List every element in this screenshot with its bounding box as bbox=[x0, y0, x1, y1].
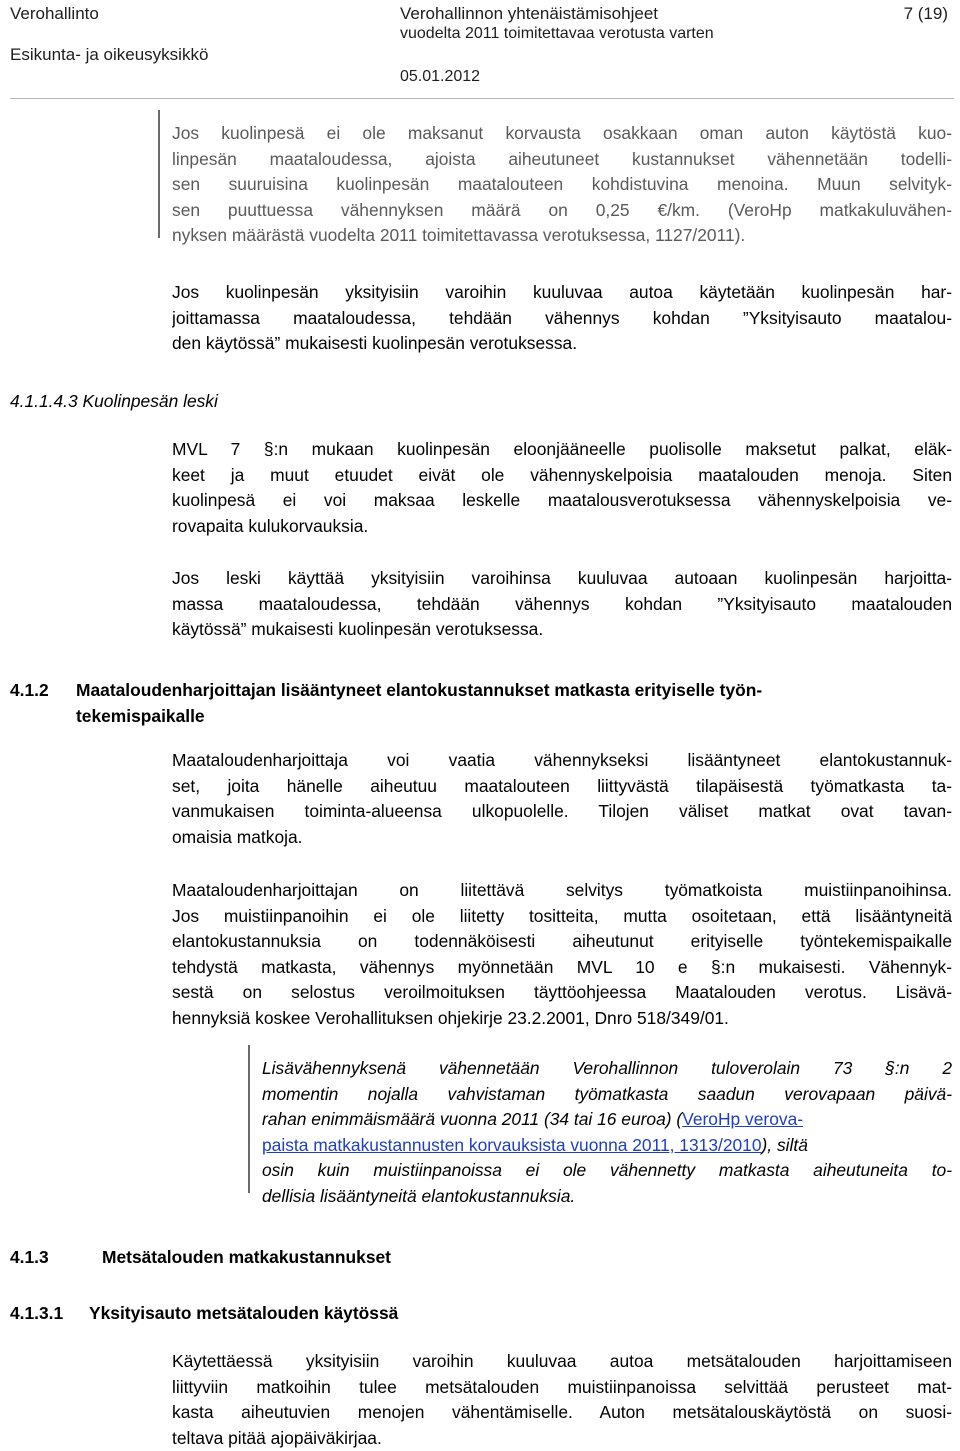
unit-name: Esikunta- ja oikeusyksikkö bbox=[10, 45, 209, 64]
page-number: 7 (19) bbox=[903, 4, 948, 23]
text-line: Lisävähennyksenä vähennetään Verohallinnon tuloverolain 73 §:n 2 bbox=[262, 1058, 952, 1078]
veroHp-link[interactable]: VeroHp verova- bbox=[682, 1109, 804, 1130]
text-line: vanmukaisen toiminta-alueensa ulkopuolelle. Tilojen väliset matkat ovat tavan- bbox=[172, 801, 952, 822]
text-line: rahan enimmäismäärä vuonna 2011 (34 tai 16 euroa) (VeroHp verova- bbox=[262, 1109, 804, 1130]
text-line: keet ja muut etuudet eivät ole vähennyskelpoisia maatalouden menoja. Siten bbox=[172, 464, 952, 485]
change-bar bbox=[158, 110, 160, 238]
paragraph-living-costs bbox=[172, 748, 952, 850]
text-line: Maataloudenharjoittajan on liitettävä selvitys työmatkoista muistiinpanoihinsa. bbox=[172, 880, 952, 900]
paragraph-estate-private-car bbox=[172, 280, 952, 357]
text-line: osin kuin muistiinpanoissa ei ole vähennetty matkasta aiheutuneita to- bbox=[262, 1160, 952, 1181]
veroHp-link[interactable]: paista matkakustannusten korvauksista vuonna 2011, 1313/2010 bbox=[262, 1134, 762, 1155]
text-line: kasta aiheutuvien menojen vähentämiselle. Auton metsätalouskäytöstä on suosi- bbox=[172, 1402, 952, 1423]
heading-text: tekemispaikalle bbox=[76, 706, 205, 726]
paragraph-widow-car bbox=[172, 566, 952, 643]
text-line: Maataloudenharjoittaja voi vaatia vähennykseksi lisääntyneet elantokustannuk- bbox=[172, 750, 952, 770]
doc-title: Verohallinnon yhtenäistämisohjeet bbox=[400, 4, 659, 23]
text-line: paista matkakustannusten korvauksista vuonna 2011, 1313/2010), siltä bbox=[262, 1134, 808, 1155]
text-line: sen puuttuessa vähennyksen määrä on 0,25 €/km. (VeroHp matkakuluvähen- bbox=[172, 199, 952, 220]
heading-number: 4.1.2 bbox=[10, 680, 49, 700]
text-line: rovapaita kulukorvauksia. bbox=[172, 515, 369, 536]
heading-number: 4.1.3.1 bbox=[10, 1303, 64, 1323]
text-line: teltava pitää ajopäiväkirjaa. bbox=[172, 1427, 382, 1448]
text-line: Jos muistiinpanoihin ei ole liitetty tositteita, mutta osoitetaan, että lisääntyneitä bbox=[172, 905, 952, 926]
text-line: nyksen määrästä vuodelta 2011 toimitettavassa verotuksessa, 1127/2011). bbox=[172, 225, 746, 246]
text-line: tehdystä matkasta, vähennys myönnetään MVL 10 e §:n mukaisesti. Vähennyk- bbox=[172, 956, 952, 977]
text-line: momentin nojalla vahvistaman työmatkasta saadun verovapaan päivä- bbox=[262, 1083, 952, 1104]
text-line: dellisia lisääntyneitä elantokustannuksia. bbox=[262, 1185, 576, 1206]
text-line: MVL 7 §:n mukaan kuolinpesän eloonjääneelle puolisolle maksetut palkat, eläk- bbox=[172, 439, 952, 459]
text-line: elantokustannuksia on todennäköisesti aiheutunut erityiselle työntekemispaikalle bbox=[172, 931, 952, 952]
org-name: Verohallinto bbox=[10, 4, 99, 23]
header-divider bbox=[10, 98, 954, 99]
text-line: sestä on selostus veroilmoituksen täyttöohjeessa Maatalouden verotus. Lisävä- bbox=[172, 982, 952, 1003]
paragraph-trip-records bbox=[172, 878, 952, 1032]
heading-number: 4.1.3 bbox=[10, 1247, 49, 1267]
text-line: Jos kuolinpesä ei ole maksanut korvausta osakkaan oman auton käytöstä kuo- bbox=[172, 123, 952, 143]
paragraph-daily-allowance bbox=[262, 1056, 952, 1210]
text-line: Jos leski käyttää yksityisiin varoihinsa kuuluvaa autoaan kuolinpesän harjoitta- bbox=[172, 568, 952, 588]
text-line: liittyviin matkoihin tulee metsätalouden muistiinpanoissa selvittää perusteet mat- bbox=[172, 1376, 952, 1397]
text-line: käytössä” mukaisesti kuolinpesän verotuksessa. bbox=[172, 619, 544, 640]
doc-subtitle: vuodelta 2011 toimitettavaa verotusta varten bbox=[400, 25, 714, 42]
text-line: omaisia matkoja. bbox=[172, 826, 303, 847]
paragraph-owner-car-cost bbox=[172, 121, 952, 249]
heading-text: Maataloudenharjoittajan lisääntyneet elantokustannukset matkasta erityiselle työn- bbox=[76, 680, 763, 700]
heading-text: Yksityisauto metsätalouden käytössä bbox=[89, 1303, 399, 1323]
text-line: Käytettäessä yksityisiin varoihin kuuluvaa autoa metsätalouden harjoittamiseen bbox=[172, 1351, 952, 1371]
doc-date: 05.01.2012 bbox=[400, 68, 481, 85]
text-line: kuolinpesä ei voi maksaa leskelle maatalousverotuksessa vähennyskelpoisia ve- bbox=[172, 490, 952, 511]
text-line: Jos kuolinpesän yksityisiin varoihin kuuluvaa autoa käytetään kuolinpesän har- bbox=[172, 282, 952, 302]
text-line: sen suuruisina kuolinpesän maatalouteen kohdistuvina menoina. Muun selvityk- bbox=[172, 174, 952, 195]
text-line: massa maataloudessa, tehdään vähennys kohdan ”Yksityisauto maatalouden bbox=[172, 593, 952, 614]
change-bar bbox=[248, 1045, 250, 1193]
heading-4-1-3 bbox=[10, 1244, 391, 1270]
paragraph-widow-benefits bbox=[172, 437, 952, 539]
text-line: joittamassa maataloudessa, tehdään vähennys kohdan ”Yksityisauto maatalou- bbox=[172, 307, 952, 328]
text-line: linpesän maataloudessa, ajoista aiheutuneet kustannukset vähennetään todelli- bbox=[172, 148, 952, 169]
text-line: hennyksiä koskee Verohallituksen ohjekirje 23.2.2001, Dnro 518/349/01. bbox=[172, 1007, 729, 1028]
heading-4-1-3-1 bbox=[10, 1300, 399, 1326]
paragraph-forestry-car bbox=[172, 1349, 952, 1451]
heading-4-1-1-4-3: 4.1.1.4.3 Kuolinpesän leski bbox=[10, 391, 218, 411]
text-line: set, joita hänelle aiheutuu maatalouteen liittyvästä tilapäisestä työmatkasta ta- bbox=[172, 775, 952, 796]
text-line: den käytössä” mukaisesti kuolinpesän verotuksessa. bbox=[172, 333, 578, 354]
heading-text: Metsätalouden matkakustannukset bbox=[102, 1247, 391, 1267]
